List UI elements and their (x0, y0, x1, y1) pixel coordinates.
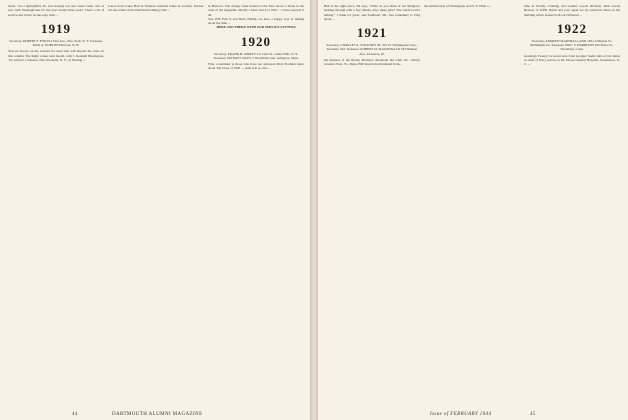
left-column-3 (208, 4, 304, 404)
class-year-heading: 1922 (557, 20, 587, 36)
column-text: On instance of the Bonny Marlboro Mountain Ski Club, Inc. Johnny Jerome's Peru, Vt., Major Bill Stretch-Ted Kirkland from... (324, 57, 421, 67)
page-number-right: 45 (530, 412, 536, 417)
right-page (318, 0, 628, 420)
column-text: time in Textile, Clothing and Leather Goods Division. Knit Goods Branch, of WPB. Dutch and your agent are by tenacious dance in the building which houses both our Divisions ... (524, 4, 621, 17)
left-page (0, 0, 310, 420)
right-column-3 (524, 4, 620, 404)
left-column-1 (8, 4, 104, 404)
class-officers: Secretary, ROBERT F. FINCH 4 Park Ave., New York, N. Y. Treasurer, MAX A. NORTON Hanover, N. H. (9, 38, 103, 48)
section-heading: HERE AND THERE WITH OUR SERVICE LETTERS (216, 25, 296, 30)
footer-issue-date: Issue of FEBRUARY 1944 (430, 412, 492, 417)
column-text: Greetings Twenty! A recent note from Granger Seeler tells of his duties as chief of Navy service at the Moore General Hospital, Swannanoa, N. C. ... (524, 53, 621, 67)
class-officers: Secretary, ANDREW MARSHALL AND 1831 Arlington St., Bethlehem, Pa. Treasurer, ERIC V. HARRISON 200 Bruce St., Woodbury, Conn. (530, 38, 614, 52)
column-text: You Will Fish 'll and Buck Hamm, we have a happy way of talking about the time ... (208, 16, 305, 26)
column-text: Hull is the right place. He says, "What do you think of old Margrave kicking through with a boy. Really, after these girls? The whole town's talking." I think it's great, and Parkhurst, Mr., has something to brag about ... (324, 4, 421, 21)
class-year-heading: 1921 (357, 25, 387, 41)
right-column-1 (324, 4, 420, 404)
right-column-2 (424, 4, 520, 404)
column-text: the tenth-hourly of Washington and N. Y. What a ... (424, 4, 492, 8)
class-officers: Secretary, FRANK H. MOREY 211 Glen St., Glens Falls, N. Y. Treasurer, MYRON COLEY 1 Woodmill Lane, Arlington, Mass. (213, 51, 299, 60)
page-gutter (310, 0, 318, 420)
page-number-left: 44 (72, 412, 78, 417)
column-text: in Hanover. The change from Ireland to the East shows a break in the class of the magazine. Mostly a letter and it is 1919 ... I have enjoyed it all. (208, 4, 305, 17)
column-text: made, "As a Springfield, Pa. and recently our new Gene Colin, who is now with Westinghouse for the past twenty-three years. That's a lot of service and I have on the edge with ... (8, 4, 105, 17)
column-text: Lance from Coker Hall in Vermont returned home in recently. Pardon, Sir, the return of the Dartmouth Outing Club ... (108, 4, 205, 13)
column-text: First, a reminder to those who have not answered Dick Fromm's letter about The Class of 1920 — send it in at once ... (208, 62, 305, 71)
column-text: You are always on the lookout for news that will interest the class. In this column: The Right comes next month, with J. Kenneth Huntington, '19, Advisor to Denver, New Rochelle, N. Y., of Sterling ... (8, 49, 105, 62)
class-year-heading: 1919 (41, 20, 71, 36)
class-year-heading: 1920 (241, 33, 271, 49)
class-officers: Secretary, CHARLES A. STICKNEY JR. 201 W. Washington's Ave., Rochelle, Md. Treasurer, ROBERT M. MACDONALD 543 Hinman Ave., Evanston, Ill. (326, 43, 418, 56)
left-column-2 (108, 4, 204, 404)
footer-magazine-title: DARTMOUTH ALUMNI MAGAZINE (112, 412, 203, 417)
